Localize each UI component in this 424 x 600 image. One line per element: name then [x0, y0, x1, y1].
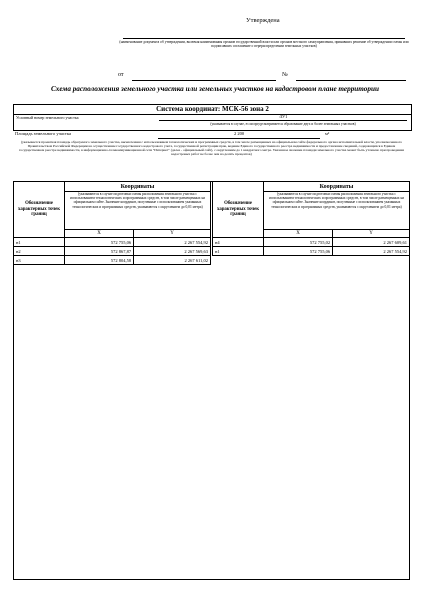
area-label: Площадь земельного участка — [15, 131, 71, 136]
coordinates-description: (указываются в случае подготовки схемы расположения земельного участка с использованием технологических и программных средств, в том числе размещенных на официальном сайте. Значение координат, полученные с использованием указанных технологических и программных средств, указываются с округлением до 0,01 метра) — [65, 192, 211, 230]
x-header: X — [65, 230, 134, 238]
y-cell: 2 267 611,02 — [134, 256, 211, 265]
coordinate-table-left — [13, 181, 211, 265]
approval-line — [123, 38, 405, 39]
designation-header: Обозначение характерных точек границ — [213, 182, 264, 238]
y-header: Y — [134, 230, 211, 238]
coordinates-header: Координаты — [264, 182, 410, 192]
area-note: (указывается проектная площадь образуемого земельного участка, вычисленная с использованием технологических и программных средств, в том числе размещенных на официальном сайте федерального органа исполнительной власти, уполномоченного Правительством Российской Федерации на осуществление государственного кадастрового учета, государственной регистрации прав, ведение Единого государственного реестра недвижимости и предоставление сведений, содержащихся в Едином государственном реестре недвижимости, в информационно-телекоммуникационной сети "Интернет" (далее - официальный сайт), с округлением до 1 квадратного метра. Указанное значение площади земельного участка может быть уточнено при проведении кадастровых работ не более чем на десять процентов) — [19, 140, 404, 157]
y-cell: 2 267 569,63 — [134, 247, 211, 256]
designation-header: Обозначение характерных точек границ — [14, 182, 65, 238]
conditional-number-label: Условный номер земельного участка — [16, 115, 79, 120]
area-value: 2 200 — [233, 131, 245, 136]
table-row — [14, 247, 211, 256]
point-cell: н2 — [14, 247, 65, 256]
number-line — [296, 80, 406, 81]
area-row — [13, 131, 410, 139]
point-cell: н3 — [14, 256, 65, 265]
coordinate-system: Система координат: МСК-56 зона 2 — [13, 104, 412, 115]
coordinates-description: (указываются в случае подготовки схемы расположения земельного участка с использованием технологических и программных средств, в том числе размещенных на официальном сайте. Значение координат, полученные с использованием указанных технологических и программных средств, указываются с округлением до 0,01 метра) — [264, 192, 410, 230]
x-cell: 572 804,58 — [65, 256, 134, 265]
coordinates-header: Координаты — [65, 182, 211, 192]
table-row — [213, 238, 410, 247]
x-header: X — [264, 230, 333, 238]
date-number-row — [118, 72, 408, 82]
table-row — [213, 247, 410, 256]
approval-note: (наименование документа об утверждении, включая наименования органов государственной власти или органов местного самоуправления, принявших решение об утверждении схемы или подписавших соглашение о перераспределении земельных участков) — [119, 40, 409, 49]
from-label: от — [118, 72, 124, 78]
table-row — [14, 238, 211, 247]
x-cell: 572 755,02 — [264, 238, 333, 247]
area-line — [158, 138, 320, 139]
y-cell: 2 267 554,92 — [333, 247, 410, 256]
x-cell: 572 755,06 — [65, 238, 134, 247]
point-cell: н1 — [14, 238, 65, 247]
point-cell: н4 — [213, 238, 264, 247]
y-cell: 2 267 554,92 — [134, 238, 211, 247]
conditional-number-note: (указывается в случае, если предусматривается образование двух и более земельных участков) — [210, 122, 356, 126]
y-header: Y — [333, 230, 410, 238]
conditional-number-value: :ЗУ1 — [278, 114, 288, 119]
point-cell: н1 — [213, 247, 264, 256]
date-line — [132, 80, 276, 81]
table-row — [14, 256, 211, 265]
coordinate-table-right — [212, 181, 410, 256]
y-cell: 2 267 609,61 — [333, 238, 410, 247]
x-cell: 572 867,87 — [65, 247, 134, 256]
approved-label: Утверждена — [246, 17, 280, 24]
number-label: № — [282, 72, 288, 78]
conditional-number-line — [159, 120, 407, 121]
area-unit: м² — [325, 131, 330, 136]
document-title: Схема расположения земельного участка или земельных участков на кадастровом плане территории — [51, 85, 379, 93]
x-cell: 572 755,06 — [264, 247, 333, 256]
conditional-number-row — [13, 114, 412, 131]
